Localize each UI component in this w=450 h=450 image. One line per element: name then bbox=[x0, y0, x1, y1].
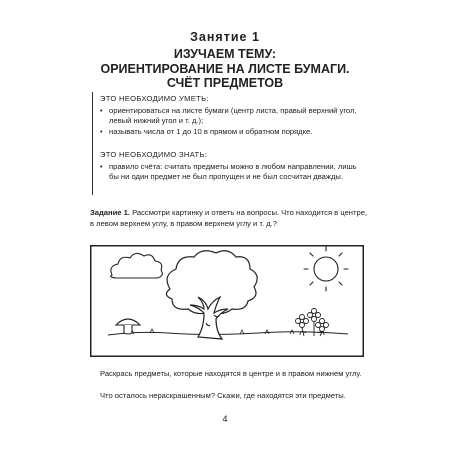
task-text: Рассмотри картинку и ответь на вопросы. Что находится в центре, в левом верхнем углу, в правом верхнем углу и т. д.? bbox=[90, 208, 368, 228]
skills-item-1: • ориентироваться на листе бумаги (центр листа, правый верхний угол, левый нижний угол и т. д.); bbox=[100, 106, 358, 127]
knowledge-item-1: • правило счёта: считать предметы можно в любом направлении, лишь бы ни один предмет не был пропущен и не был сосчитан дважды. bbox=[100, 162, 358, 183]
page-number: 4 bbox=[222, 414, 228, 424]
knowledge-heading: ЭТО НЕОБХОДИМО ЗНАТЬ: bbox=[100, 150, 208, 159]
lesson-label: Занятие 1 bbox=[190, 30, 260, 44]
knowledge-list bbox=[100, 162, 358, 183]
page-title bbox=[0, 47, 450, 91]
title-line-1: ИЗУЧАЕМ ТЕМУ: bbox=[173, 47, 277, 61]
box-left-border bbox=[92, 92, 93, 195]
instruction-1: Раскрась предметы, которые находятся в центре и в правом нижнем углу. bbox=[100, 369, 362, 378]
title-line-2: ОРИЕНТИРОВАНИЕ НА ЛИСТЕ БУМАГИ. bbox=[100, 61, 350, 76]
skills-heading: ЭТО НЕОБХОДИМО УМЕТЬ: bbox=[100, 94, 209, 103]
instruction-2: Что осталось нераскрашенным? Скажи, где находятся эти предметы. bbox=[100, 391, 346, 400]
task-label: Задание 1. bbox=[90, 208, 130, 217]
requirements-box bbox=[92, 92, 362, 195]
task-1 bbox=[90, 207, 370, 229]
skills-item-2: • называть числа от 1 до 10 в прямом и обратном порядке. bbox=[100, 127, 358, 137]
title-line-3: СЧЁТ ПРЕДМЕТОВ bbox=[166, 76, 284, 90]
skills-list bbox=[100, 106, 358, 137]
coloring-picture bbox=[90, 245, 364, 357]
